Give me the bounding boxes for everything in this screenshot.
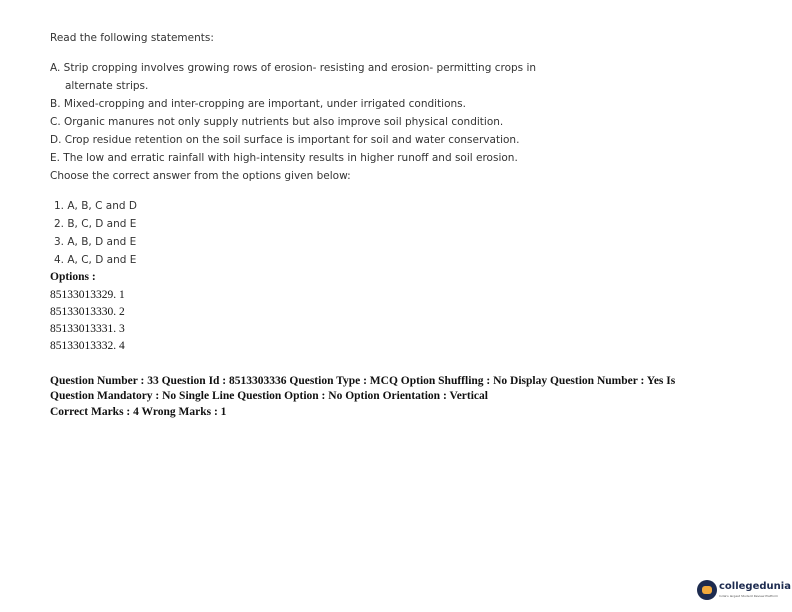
statement-a: A. Strip cropping involves growing rows of erosion- resisting and erosion- permitting crops in — [50, 62, 537, 74]
statement-e: E. The low and erratic rainfall with high-intensity results in higher runoff and soil erosion. — [50, 152, 518, 164]
question-instruction: Choose the correct answer from the options given below: — [50, 170, 351, 182]
collegedunia-logo — [697, 578, 789, 606]
answer-choice-4: 4. A, C, D and E — [54, 254, 137, 266]
options-label: Options : — [50, 271, 96, 283]
statement-a-cont: alternate strips. — [65, 80, 149, 92]
meta-line-3: Correct Marks : 4 Wrong Marks : 1 — [50, 406, 227, 418]
question-intro: Read the following statements: — [50, 32, 214, 44]
statement-d: D. Crop residue retention on the soil surface is important for soil and water conservation. — [50, 134, 520, 146]
logo-tagline: India's largest Student Review Platform — [719, 594, 779, 598]
option-id-4: 85133013332. 4 — [50, 340, 125, 352]
statement-c: C. Organic manures not only supply nutrients but also improve soil physical condition. — [50, 116, 504, 128]
statement-b: B. Mixed-cropping and inter-cropping are important, under irrigated conditions. — [50, 98, 466, 110]
answer-choice-2: 2. B, C, D and E — [54, 218, 137, 230]
option-id-1: 85133013329. 1 — [50, 289, 125, 301]
logo-wordmark: collegedunia — [719, 581, 791, 592]
answer-choice-1: 1. A, B, C and D — [54, 200, 137, 212]
meta-line-1: Question Number : 33 Question Id : 8513303336 Question Type : MCQ Option Shuffling : No Display Question Number : Yes Is — [50, 375, 676, 387]
answer-choice-3: 3. A, B, D and E — [54, 236, 137, 248]
option-id-3: 85133013331. 3 — [50, 323, 125, 335]
meta-line-2: Question Mandatory : No Single Line Question Option : No Option Orientation : Vertical — [50, 390, 488, 402]
logo-mascot-icon — [697, 580, 717, 600]
option-id-2: 85133013330. 2 — [50, 306, 125, 318]
